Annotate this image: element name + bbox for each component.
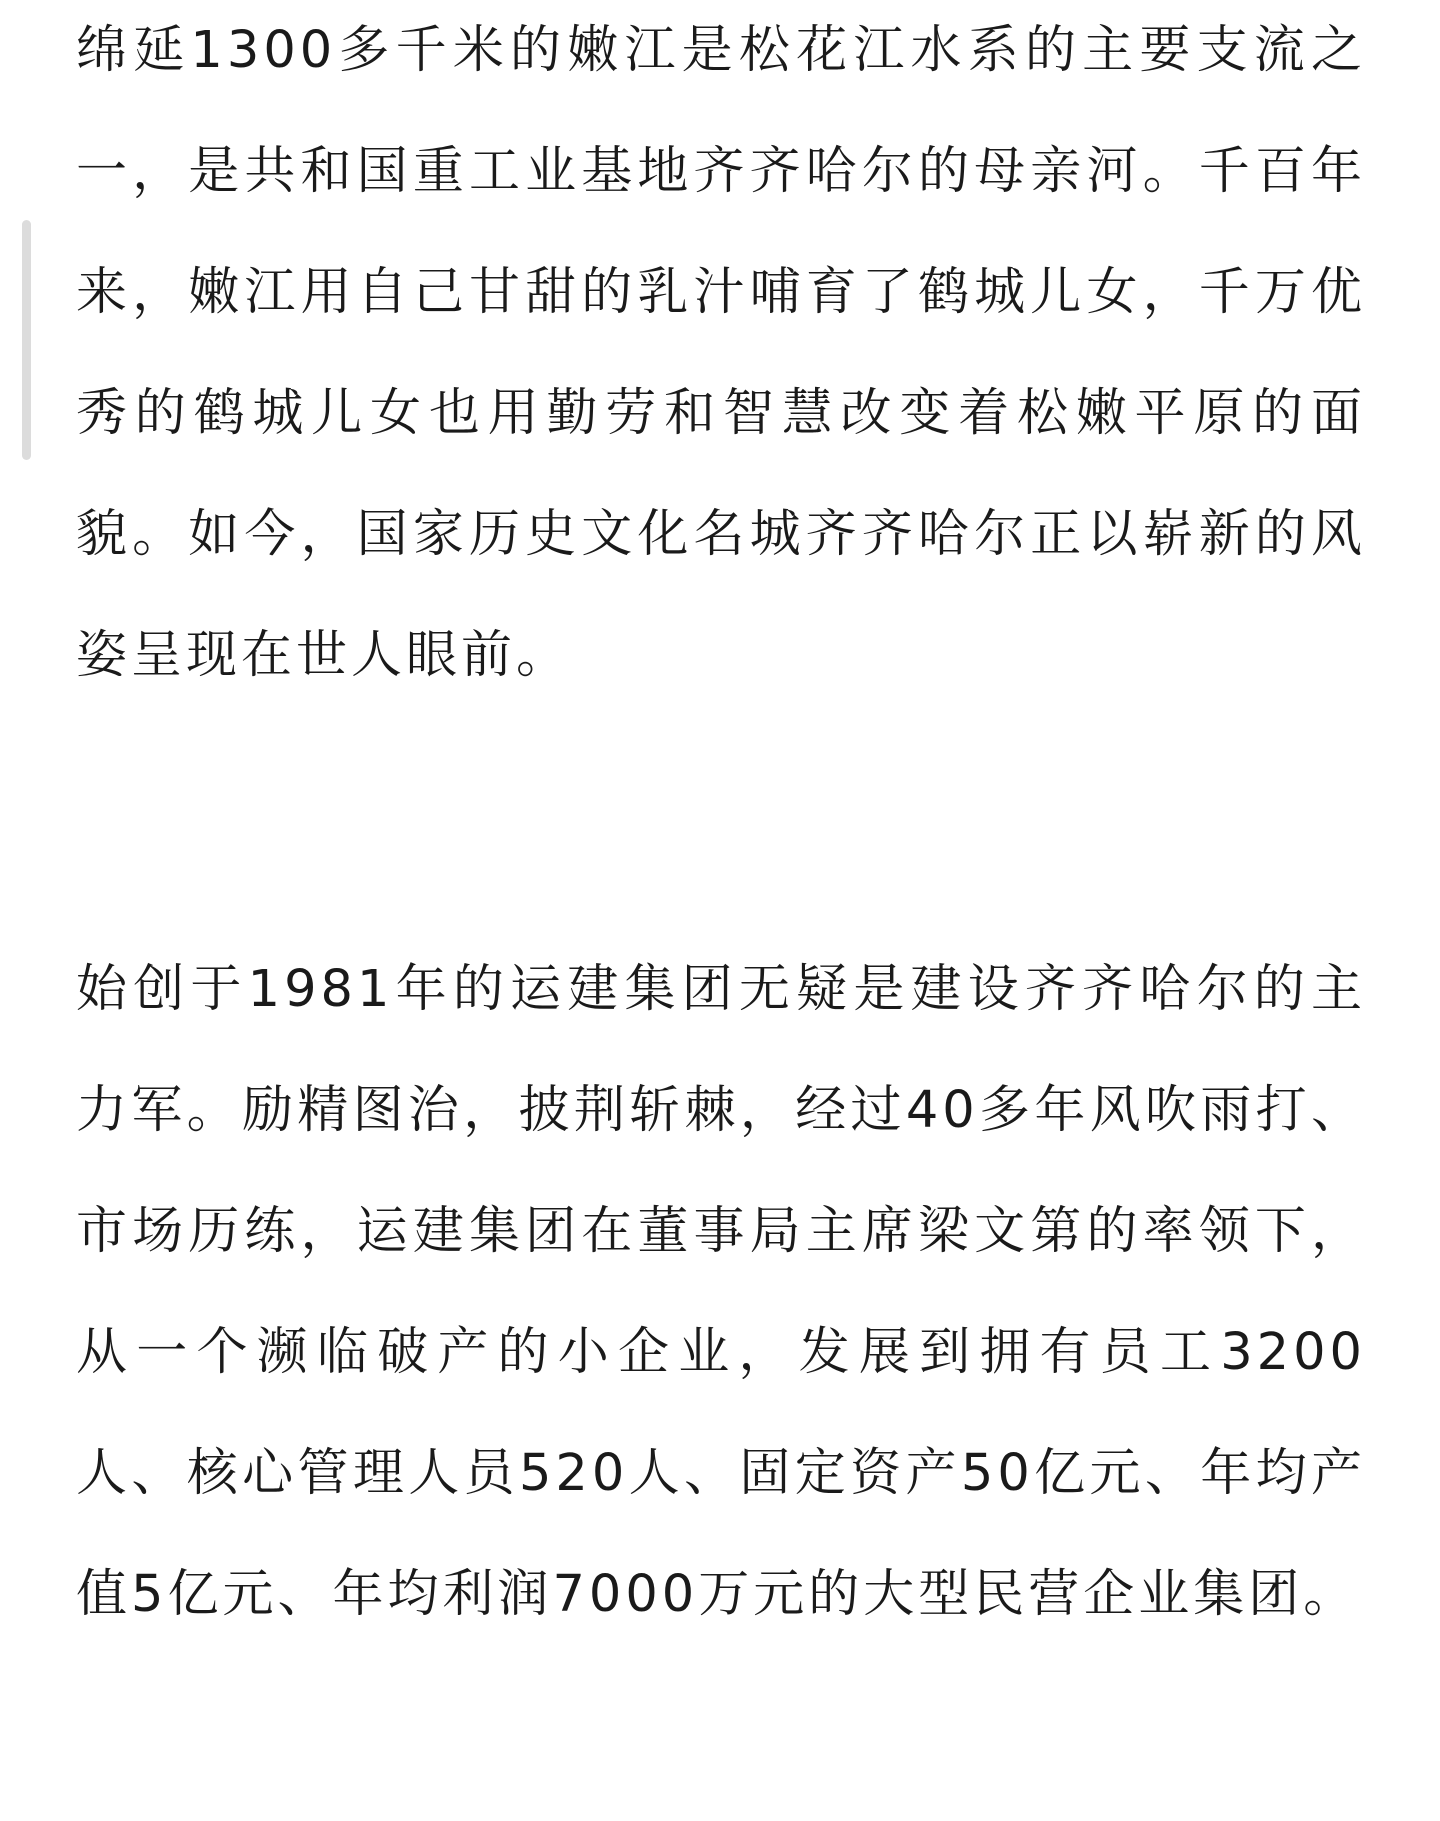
paragraph-nenjiang: 绵延1300多千米的嫩江是松花江水系的主要支流之一，是共和国重工业基地齐齐哈尔的母亲河。千百年来，嫩江用自己甘甜的乳汁哺育了鹤城儿女，千万优秀的鹤城儿女也用勤劳和智慧改变着松嫩平原的面貌。如今，国家历史文化名城齐齐哈尔正以崭新的风姿呈现在世人眼前。	[76, 21, 1366, 685]
scroll-indicator[interactable]	[22, 220, 31, 460]
paragraph-yunjian-group: 始创于1981年的运建集团无疑是建设齐齐哈尔的主力军。励精图治，披荆斩棘，经过40多年风吹雨打、市场历练，运建集团在董事局主席梁文第的率领下，从一个濒临破产的小企业，发展到拥有员工3200人、核心管理人员520人、固定资产50亿元、年均产值5亿元、年均利润7000万元的大型民营企业集团。	[76, 960, 1366, 1624]
